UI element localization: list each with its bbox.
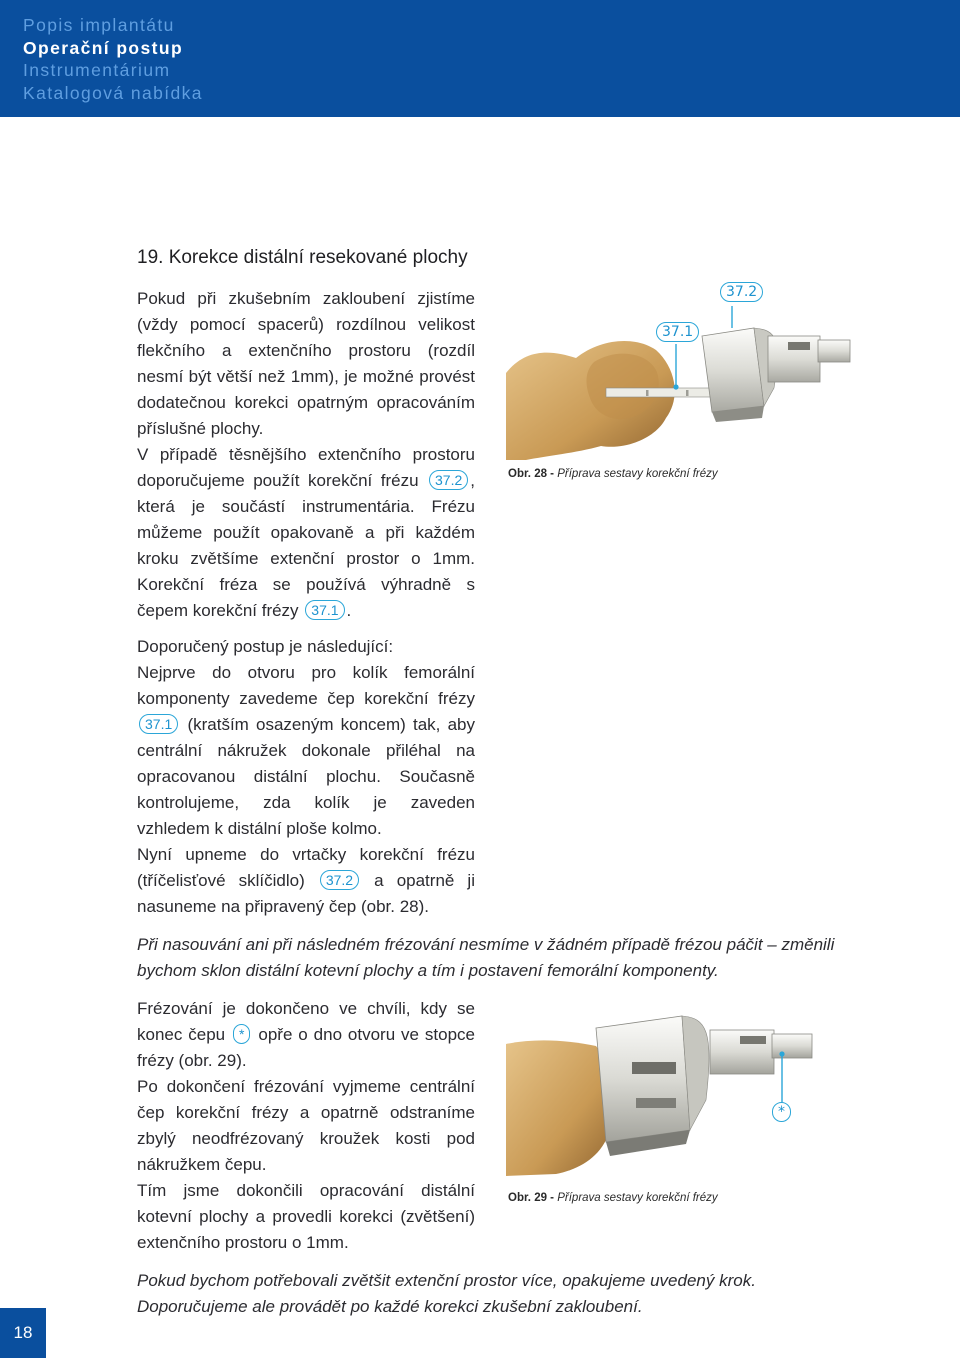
figure-28 xyxy=(506,278,852,460)
paragraph-completion xyxy=(137,996,475,1256)
note-line: Pokud bychom potřebovali zvětšit extenční prostor více, opakujeme uvedený krok. xyxy=(137,1271,756,1290)
text: (kratším osazeným koncem) tak, aby centrální nákružek dokonale přiléhal na opracovanou distální plochu. Současně kontrolujeme, zda kolík je zaveden vzhledem k distální ploše kolmo. xyxy=(137,715,475,838)
nav-item-popis[interactable]: Popis implantátu xyxy=(23,15,175,35)
paragraph-procedure xyxy=(137,634,475,920)
header-bar xyxy=(0,0,960,117)
text: opře o dno otvoru ve stopce frézy (obr. 29). xyxy=(137,1025,475,1070)
reaming-illustration xyxy=(506,1010,852,1182)
text: V případě těsnějšího extenčního prostoru doporučujeme použít korekční frézu xyxy=(137,445,475,490)
nav-item-operacni-postup[interactable]: Operační postup xyxy=(23,37,184,58)
reamer-assembly-illustration xyxy=(506,278,852,460)
callout-37-1: 37.1 xyxy=(656,322,699,342)
page-number: 18 xyxy=(0,1308,46,1358)
ref-badge: 37.1 xyxy=(139,714,178,734)
text: Tím jsme dokončili opracování distální kotevní plochy a provedli korekci (zvětšení) extenčního prostoru o 1mm. xyxy=(137,1181,475,1252)
caption-number: Obr. 29 - xyxy=(508,1192,555,1204)
text: . xyxy=(346,601,352,620)
ref-badge: 37.2 xyxy=(320,870,359,890)
nav-item-katalog[interactable]: Katalogová nabídka xyxy=(23,82,203,103)
paragraph-intro xyxy=(137,286,475,624)
caption-number: Obr. 28 - xyxy=(508,468,555,480)
caption-text: Příprava sestavy korekční frézy xyxy=(557,1192,718,1204)
note xyxy=(137,1268,857,1320)
caption-text: Příprava sestavy korekční frézy xyxy=(557,468,718,480)
ref-badge: 37.1 xyxy=(305,600,344,620)
text: Pokud při zkušebním zakloubení zjistíme (vždy pomocí spacerů) rozdílnou velikost flekčního a extenčního prostoru (rozdíl nesmí být větší než 1mm), je možné provést dodatečnou korekci opatrným opracováním příslušné plochy. xyxy=(137,289,475,438)
section-nav xyxy=(23,14,203,104)
text: Nejprve do otvoru pro kolík femorální komponenty zavedeme čep korekční frézy xyxy=(137,663,475,708)
ref-badge-asterisk: * xyxy=(233,1024,250,1044)
figure-29 xyxy=(506,1010,852,1182)
caption-figure-28 xyxy=(508,468,718,480)
text: a opatrně ji nasuneme na připravený čep (obr. 28). xyxy=(137,871,475,916)
text: , která je součástí instrumentária. Frézu můžeme použít opakovaně a při každém kroku zvětšíme extenční prostor o 1mm. Korekční fréza se používá výhradně s čepem korekční frézy xyxy=(137,471,475,620)
callout-asterisk: * xyxy=(772,1102,791,1122)
warning-text: Při nasouvání ani při následném frézování nesmíme v žádném případě frézou páčit – změnili bychom sklon distální kotevní plochy a tím i postavení femorální komponenty. xyxy=(137,935,835,980)
ref-badge: 37.2 xyxy=(429,470,468,490)
caption-figure-29 xyxy=(508,1192,718,1204)
text: Nyní upneme do vrtačky korekční frézu (tříčelisťové sklíčidlo) xyxy=(137,845,475,890)
section-title: 19. Korekce distální resekované plochy xyxy=(137,247,468,268)
text: Frézování je dokončeno ve chvíli, kdy se konec čepu xyxy=(137,999,475,1044)
text: Doporučený postup je následující: xyxy=(137,637,394,656)
callout-37-2: 37.2 xyxy=(720,282,763,302)
text: Po dokončení frézování vyjmeme centrální čep korekční frézy a opatrně odstraníme zbylý neodfrézovaný kroužek kosti pod nákružkem čepu. xyxy=(137,1077,475,1174)
note-line: Doporučujeme ale provádět po každé korekci zkušební zakloubení. xyxy=(137,1297,643,1316)
nav-item-instrumentarium[interactable]: Instrumentárium xyxy=(23,60,171,80)
